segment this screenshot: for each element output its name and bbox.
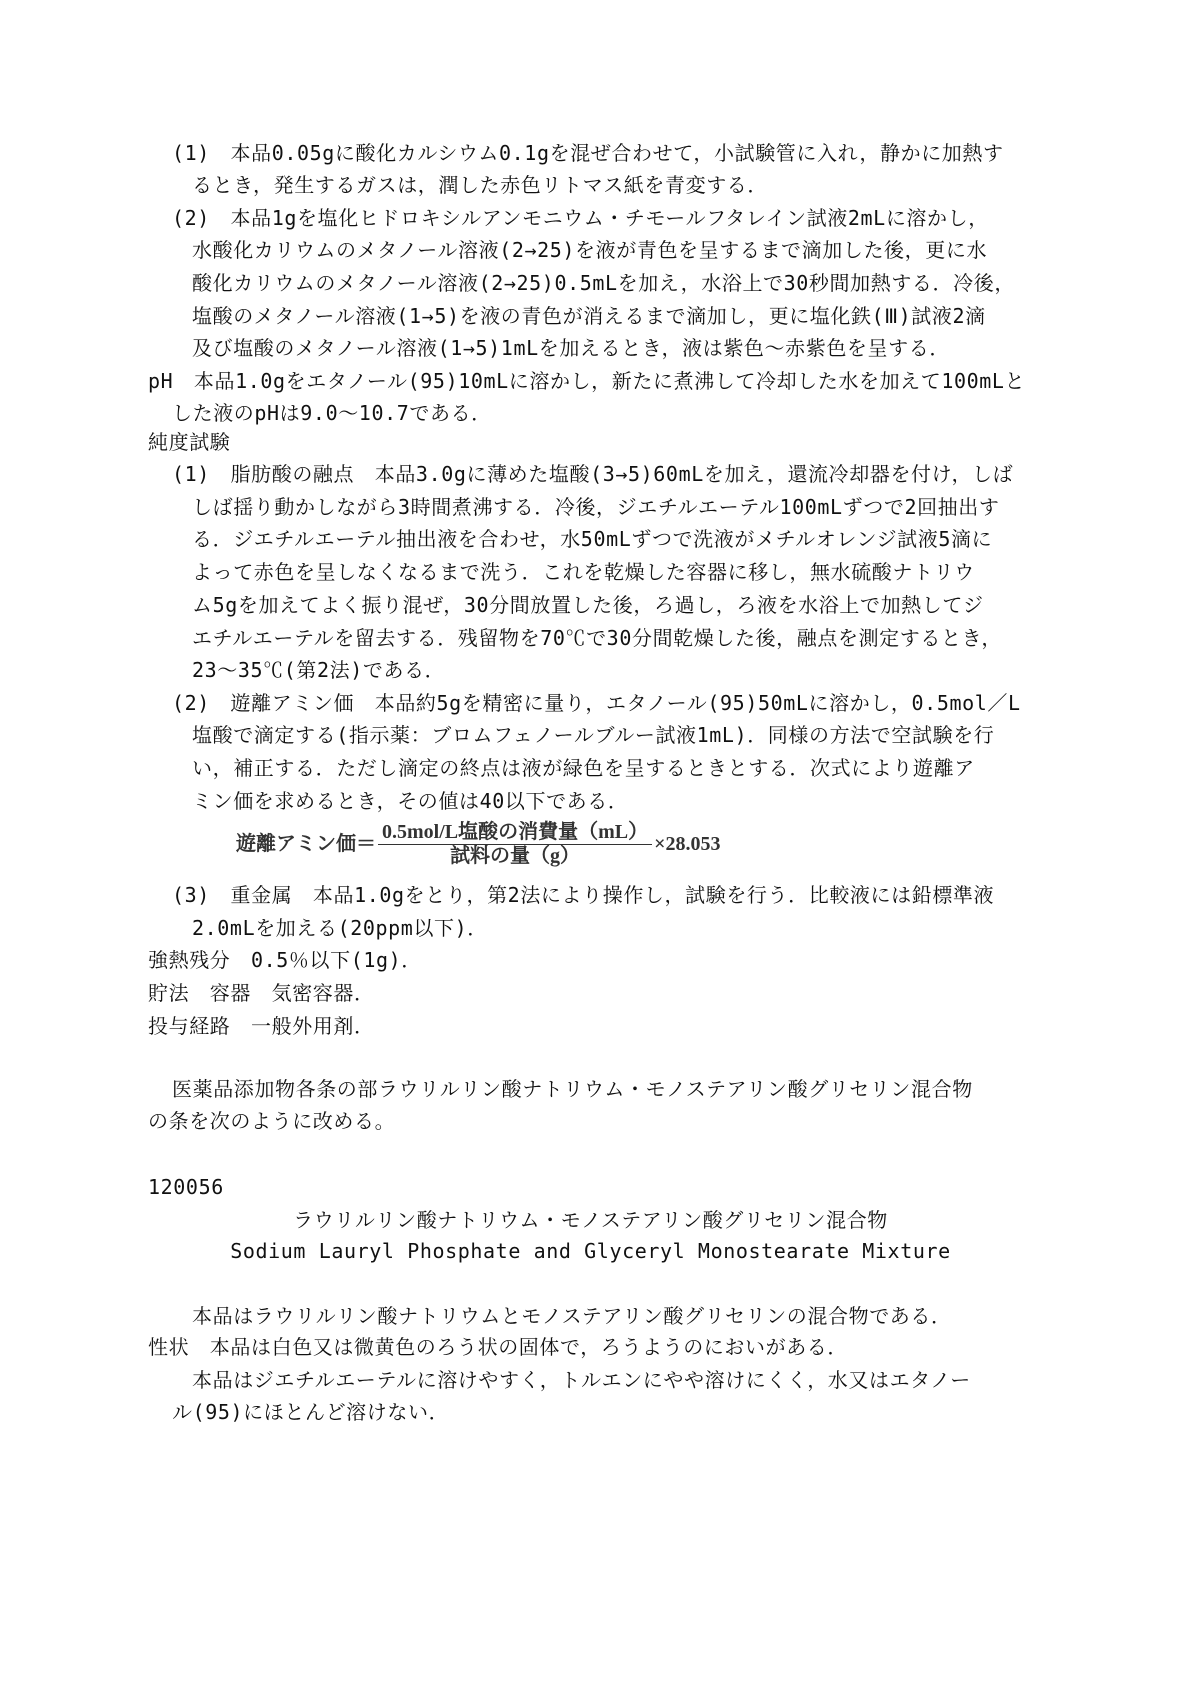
text-line: (1) 本品0.05gに酸化カルシウム0.1gを混ぜ合わせて，小試験管に入れ，静かに加熱す: [172, 141, 1004, 165]
text-line: 本品はラウリルリン酸ナトリウムとモノステアリン酸グリセリンの混合物である．: [192, 1304, 952, 1328]
text-line: る．ジエチルエーテル抽出液を合わせ，水50mLずつで洗液がメチルオレンジ試液5滴に: [192, 527, 993, 551]
text-line: pH 本品1.0gをエタノール(95)10mLに溶かし，新たに煮沸して冷却した水を加えて100mLと: [148, 369, 1026, 393]
text-line: 性状 本品は白色又は微黄色のろう状の固体で，ろうようのにおいがある．: [148, 1335, 848, 1359]
monograph-title-en: Sodium Lauryl Phosphate and Glyceryl Monostearate Mixture: [230, 1239, 951, 1263]
monograph-title-ja: ラウリルリン酸ナトリウム・モノステアリン酸グリセリン混合物: [293, 1208, 888, 1232]
section-heading: 純度試験: [148, 430, 231, 454]
text-line: した液のpHは9.0～10.7である．: [172, 401, 492, 425]
text-line: (2) 本品1gを塩化ヒドロキシルアンモニウム・チモールフタレイン試液2mLに溶かし，: [172, 206, 989, 230]
text-line: ミン価を求めるとき，その値は40以下である．: [192, 789, 629, 813]
text-line: 塩酸のメタノール溶液(1→5)を液の青色が消えるまで滴加し，更に塩化鉄(Ⅲ)試液2滴: [192, 304, 986, 328]
text-line: (3) 重金属 本品1.0gをとり，第2法により操作し，試験を行う．比較液には鉛標準液: [172, 883, 995, 907]
formula-numerator: 0.5mol/L塩酸の消費量（mL）: [378, 821, 652, 845]
text-line: 強熱残分 0.5％以下(1g)．: [148, 948, 422, 972]
text-line: 23～35℃(第2法)である．: [192, 658, 446, 682]
text-line: 医薬品添加物各条の部ラウリルリン酸ナトリウム・モノステアリン酸グリセリン混合物: [172, 1077, 973, 1101]
text-line: 水酸化カリウムのメタノール溶液(2→25)を液が青色を呈するまで滴加した後，更に水: [192, 238, 988, 262]
formula-factor: ×28.053: [654, 833, 721, 855]
text-line: の条を次のように改める。: [148, 1109, 396, 1133]
text-line: 酸化カリウムのメタノール溶液(2→25)0.5mLを加え，水浴上で30秒間加熱する．冷後，: [192, 271, 1015, 295]
text-line: ル(95)にほとんど溶けない．: [172, 1400, 450, 1424]
text-line: (1) 脂肪酸の融点 本品3.0gに薄めた塩酸(3→5)60mLを加え，還流冷却器を付け，しば: [172, 462, 1014, 486]
text-line: い，補正する．ただし滴定の終点は液が緑色を呈するときとする．次式により遊離ア: [192, 756, 975, 780]
formula-denominator: 試料の量（g）: [450, 845, 581, 867]
text-line: 及び塩酸のメタノール溶液(1→5)1mLを加えるとき，液は紫色～赤紫色を呈する．: [192, 336, 950, 360]
text-line: エチルエーテルを留去する．残留物を70℃で30分間乾燥した後，融点を測定するとき，: [192, 626, 1002, 650]
text-line: しば揺り動かしながら3時間煮沸する．冷後，ジエチルエーテル100mLずつで2回抽出す: [192, 495, 1000, 519]
text-line: 2.0mLを加える(20ppm以下)．: [192, 916, 488, 940]
text-line: 塩酸で滴定する(指示薬：ブロムフェノールブルー試液1mL)．同様の方法で空試験を行: [192, 723, 995, 747]
monograph-number: 120056: [148, 1175, 224, 1199]
text-line: (2) 遊離アミン価 本品約5gを精密に量り，エタノール(95)50mLに溶かし，0.5mol／L: [172, 691, 1021, 715]
free-amine-formula: [236, 821, 721, 868]
formula-fraction: [378, 821, 652, 868]
formula-lhs: 遊離アミン価＝: [236, 833, 376, 855]
text-line: 投与経路 一般外用剤．: [148, 1014, 375, 1038]
text-line: るとき，発生するガスは，潤した赤色リトマス紙を青変する．: [192, 173, 768, 197]
text-line: よって赤色を呈しなくなるまで洗う．これを乾燥した容器に移し，無水硫酸ナトリウ: [192, 560, 975, 584]
text-line: 本品はジエチルエーテルに溶けやすく，トルエンにやや溶けにくく，水又はエタノー: [192, 1368, 971, 1392]
text-line: ム5gを加えてよく振り混ぜ，30分間放置した後，ろ過し，ろ液を水浴上で加熱してジ: [192, 593, 984, 617]
text-line: 貯法 容器 気密容器．: [148, 981, 375, 1005]
